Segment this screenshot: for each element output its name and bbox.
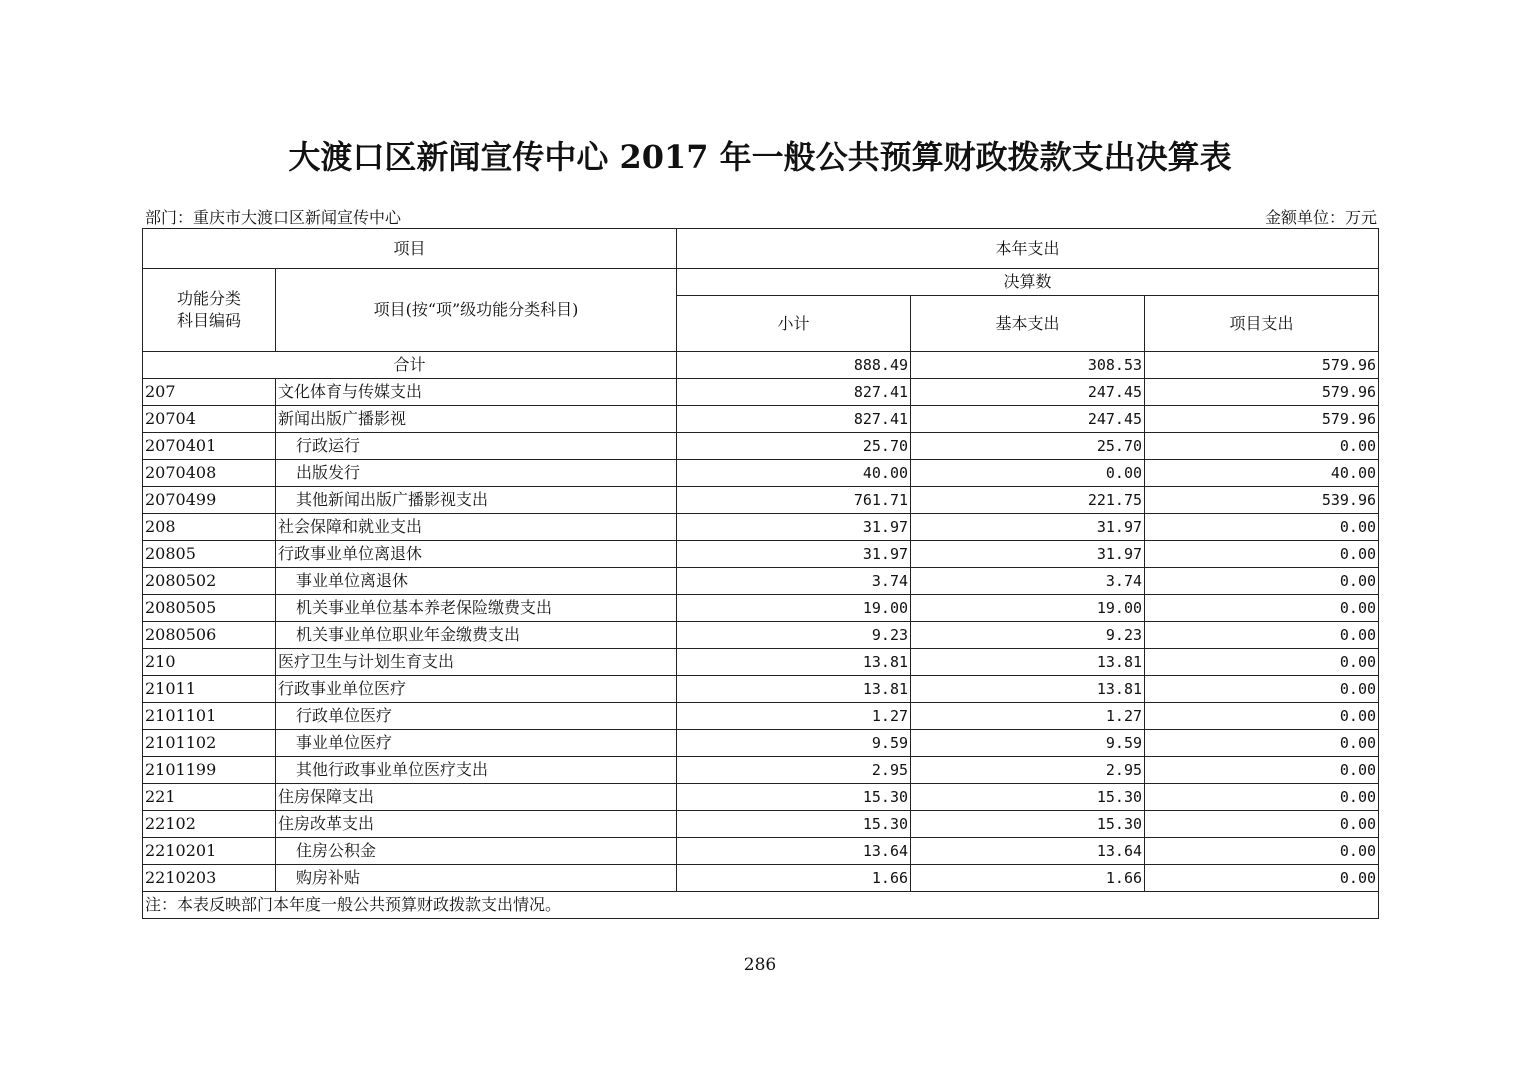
row-code: 2210203 — [143, 865, 276, 892]
table-row — [143, 649, 1379, 676]
page-number: 286 — [743, 955, 777, 975]
row-basic: 15.30 — [911, 811, 1145, 838]
row-subtotal: 31.97 — [677, 541, 911, 568]
table-row — [143, 379, 1379, 406]
table-row — [143, 703, 1379, 730]
row-code: 20805 — [143, 541, 276, 568]
row-code: 2080502 — [143, 568, 276, 595]
total-label: 合计 — [143, 352, 677, 379]
header-project-exp: 项目支出 — [1145, 296, 1379, 352]
row-name: 住房公积金 — [276, 838, 677, 865]
row-code: 2210201 — [143, 838, 276, 865]
row-basic: 9.23 — [911, 622, 1145, 649]
row-name: 行政单位医疗 — [276, 703, 677, 730]
row-code: 2080506 — [143, 622, 276, 649]
row-subtotal: 25.70 — [677, 433, 911, 460]
row-subtotal: 3.74 — [677, 568, 911, 595]
row-basic: 9.59 — [911, 730, 1145, 757]
table-row — [143, 595, 1379, 622]
row-project: 0.00 — [1145, 541, 1379, 568]
row-code: 207 — [143, 379, 276, 406]
row-basic: 1.66 — [911, 865, 1145, 892]
row-code: 2070408 — [143, 460, 276, 487]
row-basic: 247.45 — [911, 406, 1145, 433]
row-subtotal: 19.00 — [677, 595, 911, 622]
row-project: 0.00 — [1145, 784, 1379, 811]
row-name: 其他新闻出版广播影视支出 — [276, 487, 677, 514]
row-basic: 1.27 — [911, 703, 1145, 730]
row-project: 0.00 — [1145, 703, 1379, 730]
row-basic: 31.97 — [911, 514, 1145, 541]
row-project: 0.00 — [1145, 433, 1379, 460]
row-subtotal: 1.66 — [677, 865, 911, 892]
row-name: 行政运行 — [276, 433, 677, 460]
row-name: 事业单位医疗 — [276, 730, 677, 757]
row-basic: 25.70 — [911, 433, 1145, 460]
row-name: 购房补贴 — [276, 865, 677, 892]
total-subtotal: 888.49 — [677, 352, 911, 379]
row-name: 行政事业单位医疗 — [276, 676, 677, 703]
table-note: 注：本表反映部门本年度一般公共预算财政拨款支出情况。 — [143, 892, 1379, 919]
row-project: 40.00 — [1145, 460, 1379, 487]
row-name: 事业单位离退休 — [276, 568, 677, 595]
row-name: 文化体育与传媒支出 — [276, 379, 677, 406]
row-basic: 13.81 — [911, 649, 1145, 676]
row-subtotal: 40.00 — [677, 460, 911, 487]
table-row — [143, 676, 1379, 703]
row-project: 0.00 — [1145, 811, 1379, 838]
expenditure-table — [142, 228, 1379, 919]
row-project: 0.00 — [1145, 865, 1379, 892]
table-row — [143, 865, 1379, 892]
row-name: 机关事业单位基本养老保险缴费支出 — [276, 595, 677, 622]
row-project: 0.00 — [1145, 730, 1379, 757]
table-row — [143, 784, 1379, 811]
total-project: 579.96 — [1145, 352, 1379, 379]
row-name: 医疗卫生与计划生育支出 — [276, 649, 677, 676]
row-name: 行政事业单位离退休 — [276, 541, 677, 568]
header-basic: 基本支出 — [911, 296, 1145, 352]
table-row — [143, 514, 1379, 541]
row-code: 2080505 — [143, 595, 276, 622]
row-basic: 0.00 — [911, 460, 1145, 487]
row-name: 机关事业单位职业年金缴费支出 — [276, 622, 677, 649]
row-code: 2101102 — [143, 730, 276, 757]
row-subtotal: 13.81 — [677, 676, 911, 703]
header-current-year: 本年支出 — [677, 229, 1379, 269]
row-basic: 15.30 — [911, 784, 1145, 811]
row-name: 社会保障和就业支出 — [276, 514, 677, 541]
row-code: 2101101 — [143, 703, 276, 730]
table-row — [143, 568, 1379, 595]
table-row — [143, 541, 1379, 568]
row-subtotal: 13.64 — [677, 838, 911, 865]
row-project: 0.00 — [1145, 676, 1379, 703]
row-project: 0.00 — [1145, 595, 1379, 622]
page-title: 大渡口区新闻宣传中心 2017 年一般公共预算财政拨款支出决算表 — [288, 138, 1232, 176]
department-label: 部门：重庆市大渡口区新闻宣传中心 — [145, 208, 402, 227]
row-subtotal: 15.30 — [677, 811, 911, 838]
row-code: 2101199 — [143, 757, 276, 784]
row-subtotal: 13.81 — [677, 649, 911, 676]
row-name: 住房保障支出 — [276, 784, 677, 811]
row-basic: 13.64 — [911, 838, 1145, 865]
row-code: 208 — [143, 514, 276, 541]
row-subtotal: 9.59 — [677, 730, 911, 757]
row-basic: 13.81 — [911, 676, 1145, 703]
row-basic: 247.45 — [911, 379, 1145, 406]
header-code: 功能分类 科目编码 — [143, 269, 276, 352]
header-item: 项目(按“项”级功能分类科目) — [276, 269, 677, 352]
row-code: 21011 — [143, 676, 276, 703]
table-row — [143, 838, 1379, 865]
unit-label: 金额单位：万元 — [1264, 208, 1377, 227]
row-code: 2070401 — [143, 433, 276, 460]
table-row — [143, 622, 1379, 649]
row-subtotal: 827.41 — [677, 379, 911, 406]
row-subtotal: 9.23 — [677, 622, 911, 649]
row-basic: 19.00 — [911, 595, 1145, 622]
row-code: 2070499 — [143, 487, 276, 514]
total-row — [143, 352, 1379, 379]
header-final-amount: 决算数 — [677, 269, 1379, 296]
row-project: 0.00 — [1145, 514, 1379, 541]
row-name: 新闻出版广播影视 — [276, 406, 677, 433]
total-basic: 308.53 — [911, 352, 1145, 379]
row-code: 20704 — [143, 406, 276, 433]
row-code: 221 — [143, 784, 276, 811]
row-name: 住房改革支出 — [276, 811, 677, 838]
row-subtotal: 761.71 — [677, 487, 911, 514]
row-project: 539.96 — [1145, 487, 1379, 514]
row-project: 579.96 — [1145, 406, 1379, 433]
row-project: 0.00 — [1145, 649, 1379, 676]
row-project: 0.00 — [1145, 622, 1379, 649]
row-name: 其他行政事业单位医疗支出 — [276, 757, 677, 784]
table-row — [143, 433, 1379, 460]
table-row — [143, 487, 1379, 514]
row-basic: 221.75 — [911, 487, 1145, 514]
row-code: 22102 — [143, 811, 276, 838]
row-subtotal: 1.27 — [677, 703, 911, 730]
row-code: 210 — [143, 649, 276, 676]
row-project: 579.96 — [1145, 379, 1379, 406]
row-subtotal: 31.97 — [677, 514, 911, 541]
header-project: 项目 — [143, 229, 677, 269]
row-subtotal: 2.95 — [677, 757, 911, 784]
row-subtotal: 827.41 — [677, 406, 911, 433]
row-project: 0.00 — [1145, 838, 1379, 865]
table-row — [143, 757, 1379, 784]
table-row — [143, 460, 1379, 487]
row-project: 0.00 — [1145, 568, 1379, 595]
row-project: 0.00 — [1145, 757, 1379, 784]
table-row — [143, 811, 1379, 838]
table-row — [143, 730, 1379, 757]
table-row — [143, 406, 1379, 433]
row-basic: 2.95 — [911, 757, 1145, 784]
row-subtotal: 15.30 — [677, 784, 911, 811]
header-subtotal: 小计 — [677, 296, 911, 352]
row-name: 出版发行 — [276, 460, 677, 487]
row-basic: 3.74 — [911, 568, 1145, 595]
row-basic: 31.97 — [911, 541, 1145, 568]
